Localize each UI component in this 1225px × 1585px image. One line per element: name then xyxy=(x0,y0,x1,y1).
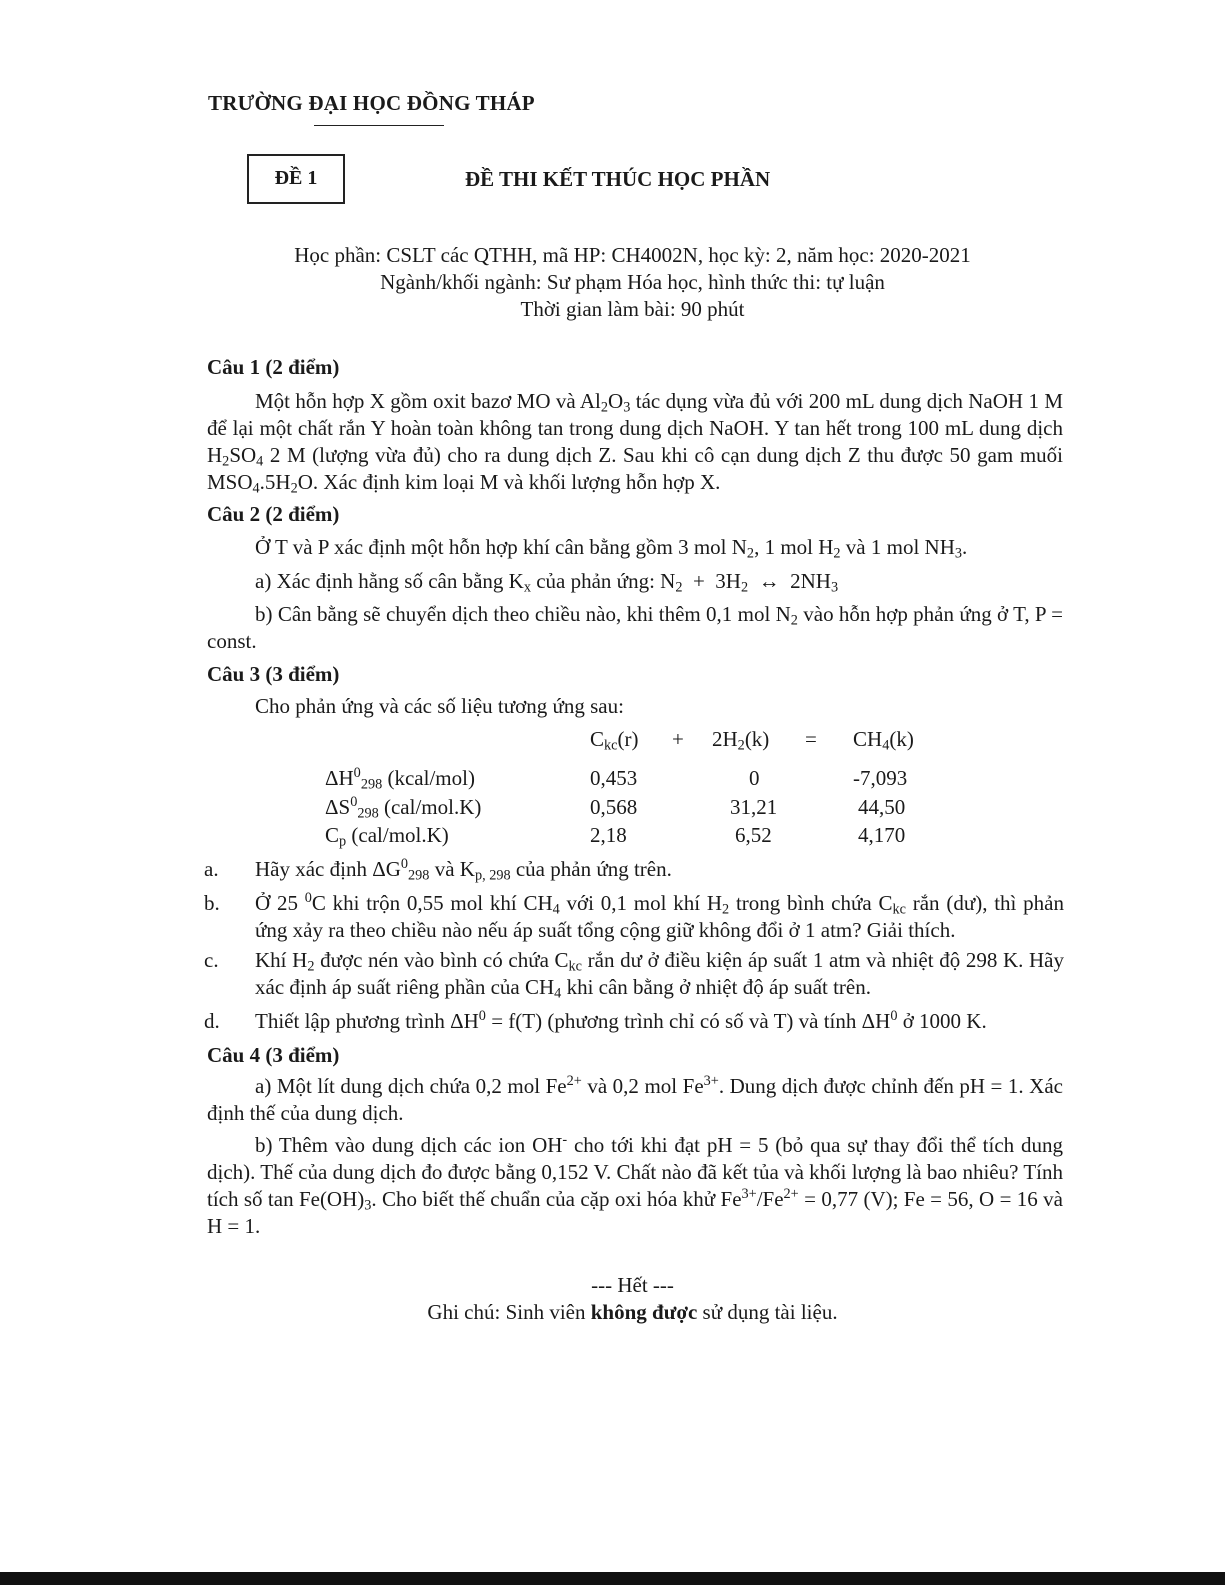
exam-title: ĐỀ THI KẾT THÚC HỌC PHẦN xyxy=(465,167,771,191)
footer-note-prefix: Ghi chú: Sinh viên xyxy=(427,1300,591,1324)
table-cell: 0 xyxy=(749,766,760,790)
question-1-text: Một hỗn hợp X gồm oxit bazơ MO và $Al_2O_3$ tác dụng vừa đủ với 200 mL dung dịch NaOH 1 M để lại một chất rắn Y hoàn toàn không tan trong dung dịch NaOH. Y tan hết trong 100 mL dung dịch $H_2SO_4$ 2 M (lượng vừa đủ) cho ra dung dịch Z. Sau khi cô cạn dung dịch Z thu được 50 gam muối $MSO_4.5H_2O$. Xác định kim loại M và khối lượng hỗn hợp X. xyxy=(207,389,1063,497)
table-cell: 2,18 xyxy=(590,823,627,847)
equals-sign: = xyxy=(805,727,817,751)
species-carbon: $C_{kc}(r)$ xyxy=(590,727,639,754)
exam-code-box: ĐỀ 1 xyxy=(247,154,345,204)
list-label: a. xyxy=(204,857,219,881)
question-3a: a. Hãy xác định $\Delta G^0_{298}$ và $K_{p, 298}$ của phản ứng trên. xyxy=(204,856,672,884)
question-3b: b. Ở 25 $^0$C khi trộn 0,55 mol khí $CH_4$ với 0,1 mol khí $H_2$ trong bình chứa $C_{kc}$ rắn (dư), thì phản ứng xảy ra theo chiều nào nếu áp suất tổng cộng giữ không đổi ở 1 atm? Giải thích. xyxy=(204,890,1064,942)
end-marker: --- Hết --- xyxy=(591,1273,674,1297)
table-cell: 0,453 xyxy=(590,766,638,790)
table-cell: 44,50 xyxy=(858,795,906,819)
row-label-enthalpy-unit: (kcal/mol) xyxy=(387,766,475,790)
question-2b: b) Cân bằng sẽ chuyển dịch theo chiều nào, khi thêm 0,1 mol $N_2$ vào hỗn hợp phản ứng ở T, P = const. xyxy=(207,602,1063,653)
list-label: d. xyxy=(204,1009,220,1033)
row-label-enthalpy: $\Delta H^0_{298}$ (kcal/mol) xyxy=(325,765,475,793)
question-4a: a) Một lít dung dịch chứa 0,2 mol $Fe^{2+}$ và 0,2 mol $Fe^{3+}$. Dung dịch được chỉnh đến pH = 1. Xác định thế của dung dịch. xyxy=(207,1073,1063,1125)
question-3d: d. Thiết lập phương trình $\Delta H^0 = f(T)$ (phương trình chỉ có số và T) và tính $\Delta H^0$ ở 1000 K. xyxy=(204,1008,987,1033)
school-underline xyxy=(314,125,444,126)
footer-note-suffix: sử dụng tài liệu. xyxy=(697,1300,838,1324)
question-2-text: Ở T và P xác định một hỗn hợp khí cân bằng gồm 3 mol $N_2$, 1 mol $H_2$ và 1 mol $NH_3$. xyxy=(255,535,968,562)
table-cell: 4,170 xyxy=(858,823,906,847)
species-hydrogen: $2H_2(k)$ xyxy=(712,727,770,754)
row-label-entropy: $\Delta S^0_{298}$ (cal/mol.K) xyxy=(325,794,482,822)
table-cell: 0,568 xyxy=(590,795,638,819)
table-cell: -7,093 xyxy=(853,766,908,790)
footer-note-bold: không được xyxy=(590,1300,698,1324)
scan-edge xyxy=(0,1572,1225,1585)
question-3c: c. Khí $H_2$ được nén vào bình có chứa $C_{kc}$ rắn dư ở điều kiện áp suất 1 atm và nhiệt độ 298 K. Hãy xác định áp suất riêng phần của $CH_4$ khi cân bằng ở nhiệt độ áp suất trên. xyxy=(204,948,1065,1002)
question-2a: a) Xác định hằng số cân bằng $K_x$ của phản ứng: $N_2 + 3H_2$ ↔ $2NH_3$ xyxy=(255,569,839,596)
plus-sign: + xyxy=(672,727,684,751)
question-4b: b) Thêm vào dung dịch các ion OH- cho tới khi đạt pH = 5 (bỏ qua sự thay đổi thể tích dung dịch). Thế của dung dịch đo được bằng 0,152 V. Chất nào đã kết tủa và khối lượng là bao nhiêu? Tính tích số $\tan Fe(OH)_3$. Cho biết thế chuẩn của cặp oxi hóa khử $Fe^{3+}/Fe^{2+} = 0,77$ (V); Fe = 56, O = 16 và H = 1. xyxy=(207,1132,1063,1238)
table-cell: 6,52 xyxy=(735,823,772,847)
row-label-entropy-unit: (cal/mol.K) xyxy=(383,795,482,819)
question-4-heading: Câu 4 (3 điểm) xyxy=(207,1043,340,1067)
list-label: b. xyxy=(204,891,220,915)
list-label: c. xyxy=(204,948,219,972)
question-2-heading: Câu 2 (2 điểm) xyxy=(207,502,340,526)
course-info-line-1: Học phần: CSLT các QTHH, mã HP: CH4002N, học kỳ: 2, năm học: 2020-2021 xyxy=(294,243,971,267)
question-3-intro: Cho phản ứng và các số liệu tương ứng sau: xyxy=(255,694,624,718)
question-1-heading: Câu 1 (2 điểm) xyxy=(207,355,340,379)
course-info-line-2: Ngành/khối ngành: Sư phạm Hóa học, hình thức thi: tự luận xyxy=(380,270,885,294)
footer-note xyxy=(200,1299,1065,1326)
species-methane: $CH_4(k)$ xyxy=(853,727,914,754)
row-label-heat-capacity-unit: (cal/mol.K) xyxy=(351,823,449,847)
table-cell: 31,21 xyxy=(730,795,778,819)
school-name: TRƯỜNG ĐẠI HỌC ĐỒNG THÁP xyxy=(208,91,535,115)
course-info-line-3: Thời gian làm bài: 90 phút xyxy=(520,297,745,321)
question-3-heading: Câu 3 (3 điểm) xyxy=(207,662,340,686)
row-label-heat-capacity: $C_p$ (cal/mol.K) xyxy=(325,823,449,850)
